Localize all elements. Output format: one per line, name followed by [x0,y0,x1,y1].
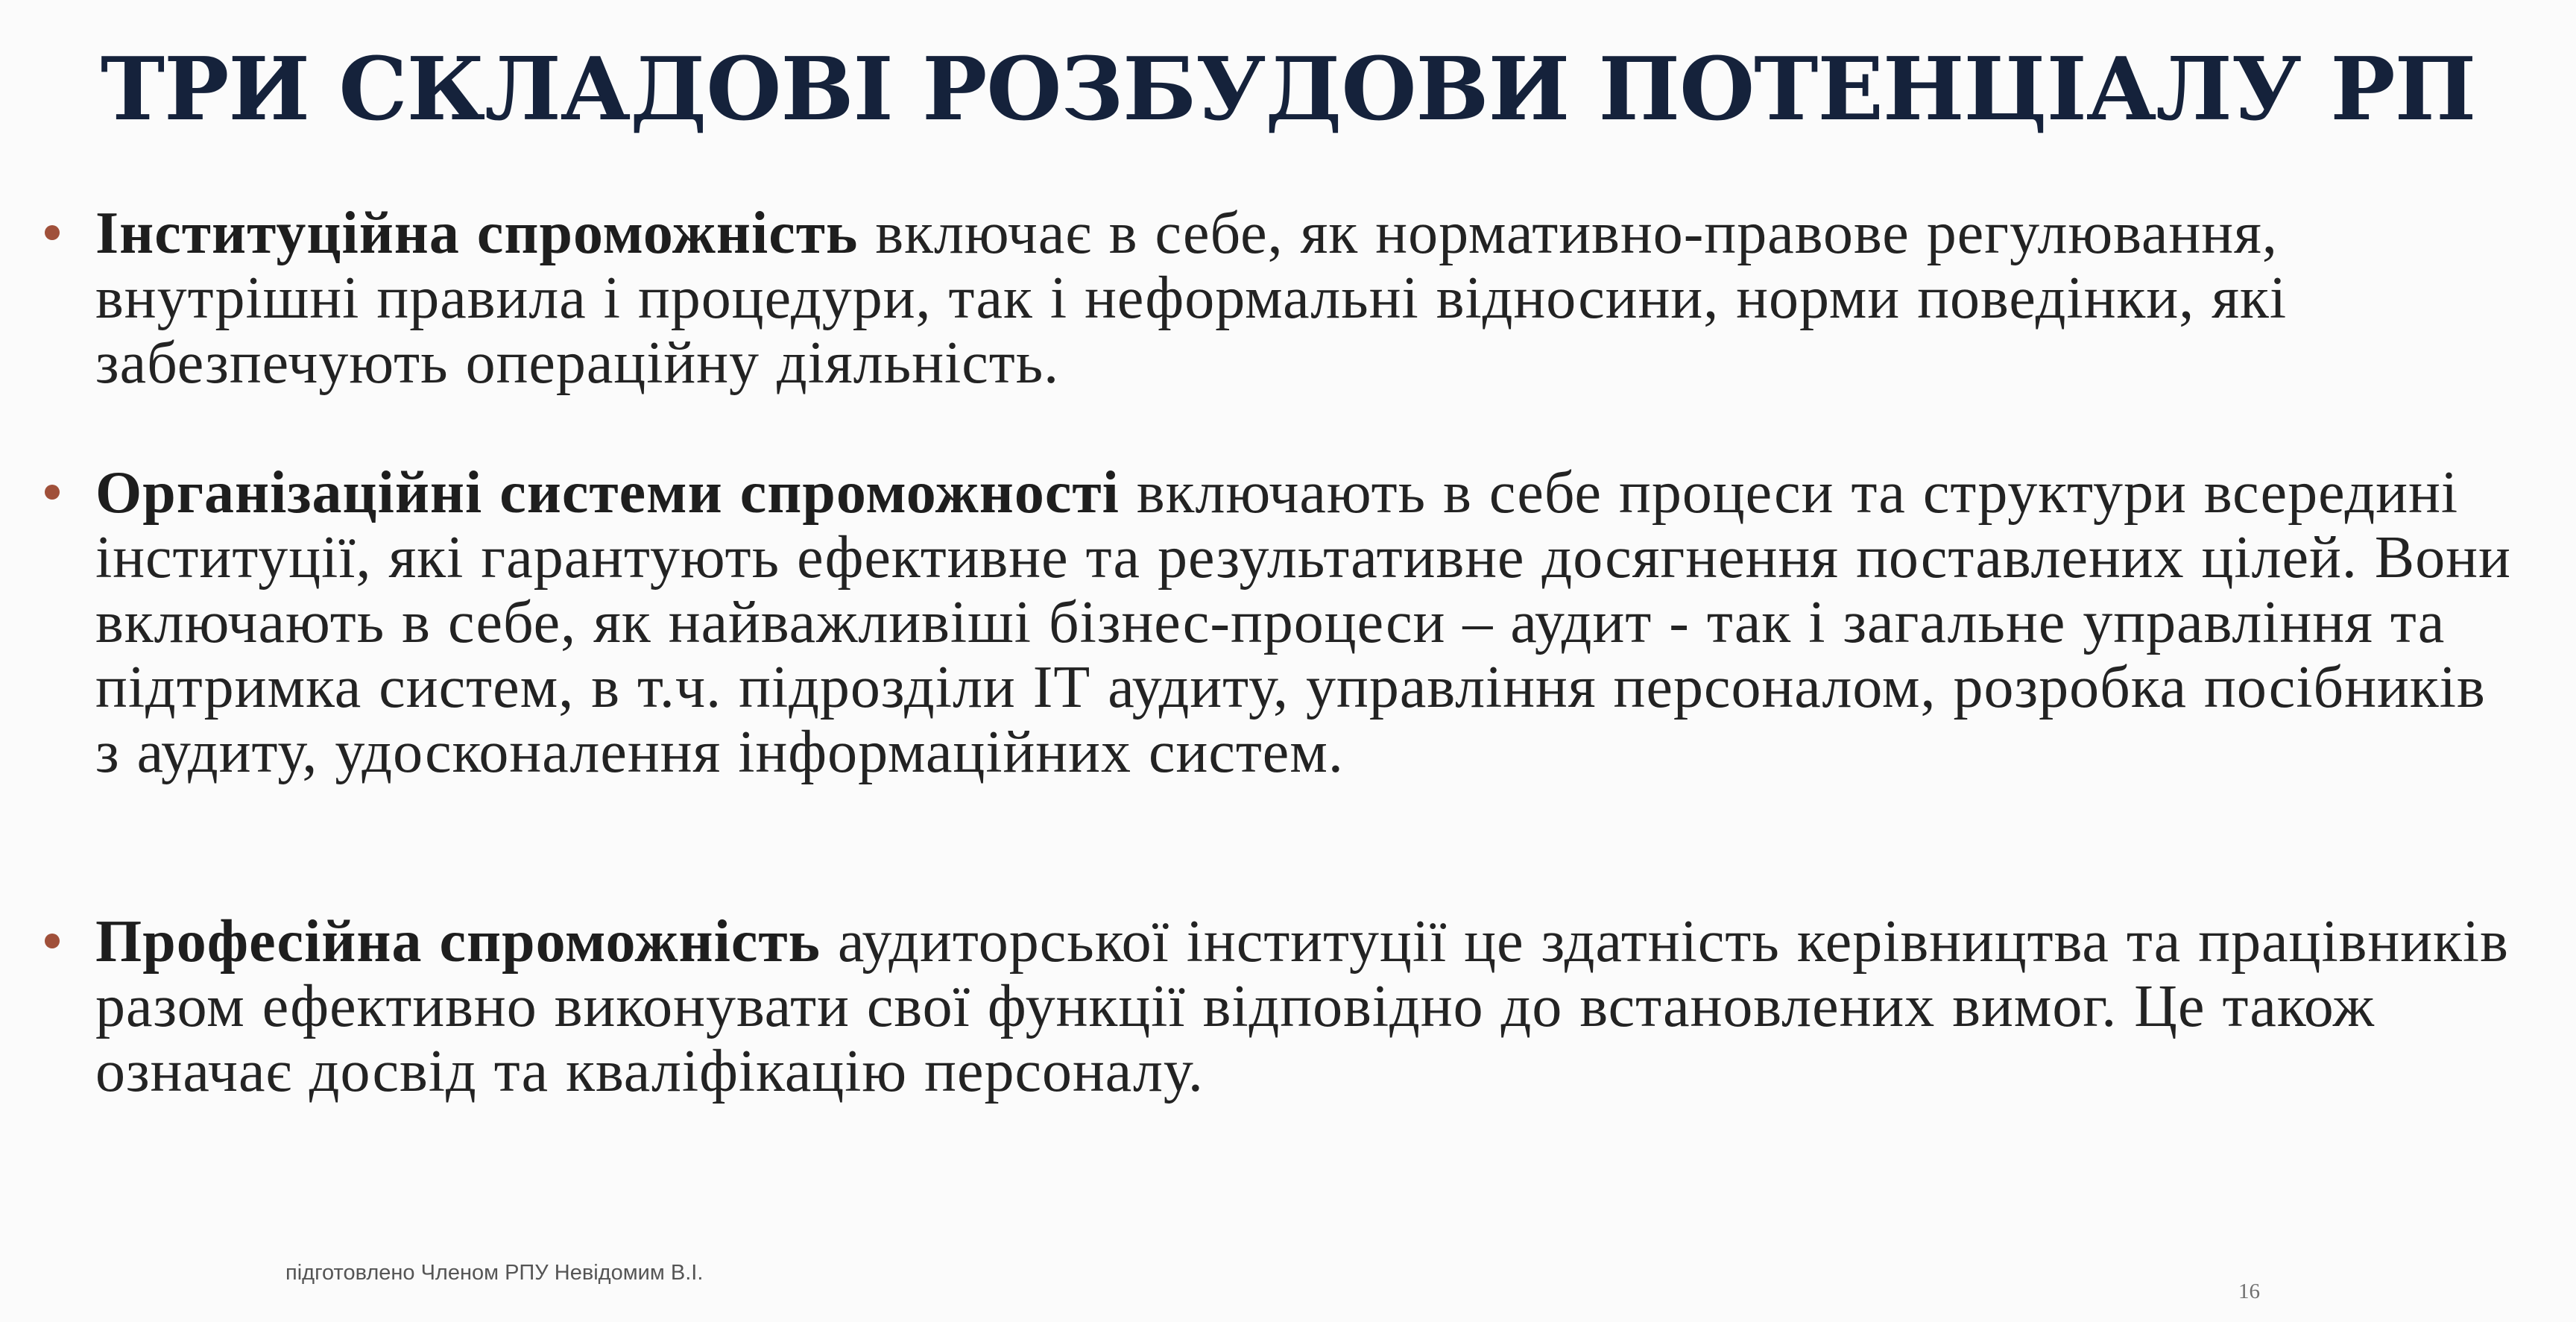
bullet-term: Організаційні системи спроможності [95,460,1120,526]
bullet-marker-icon [45,485,60,500]
bullet-organizational-systems [45,461,2527,785]
bullet-professional-capacity [45,910,2527,1104]
footer-credit: підготовлено Членом РПУ Невідомим В.І. [285,1261,704,1285]
bullet-text [95,201,2527,396]
page-number: 16 [2238,1279,2260,1303]
bullet-term: Інституційна спроможність [95,201,859,266]
bullet-term: Професійна спроможність [95,909,821,975]
bullet-institutional-capacity [45,201,2527,396]
bullet-description: включає в себе, як нормативно-правове регулювання, внутрішні правила і процедури, так і неформальні відносини, норми поведінки, які забезпечують операційну діяльність. [95,201,2288,396]
slide-title: ТРИ СКЛАДОВІ РОЗБУДОВИ ПОТЕНЦІАЛУ РП [100,39,2476,140]
bullet-description: включають в себе процеси та структури всередині інституції, які гарантують ефективне та результативне досягнення поставлених цілей. Вони включають в себе, як найважливіші бізнес-процеси – аудит - так і загальне управління та підтримка систем, в т.ч. підрозділи ІТ аудиту, управління персоналом, розробка посібників з аудиту, удосконалення інформаційних систем. [95,460,2511,785]
bullet-marker-icon [45,934,60,948]
bullet-text [95,461,2527,785]
bullet-description: аудиторської інституції це здатність керівництва та працівників разом ефективно виконувати свої функції відповідно до встановлених вимог. Це також означає досвід та кваліфікацію персоналу. [95,909,2509,1104]
bullet-marker-icon [45,225,60,240]
bullet-text [95,910,2527,1104]
